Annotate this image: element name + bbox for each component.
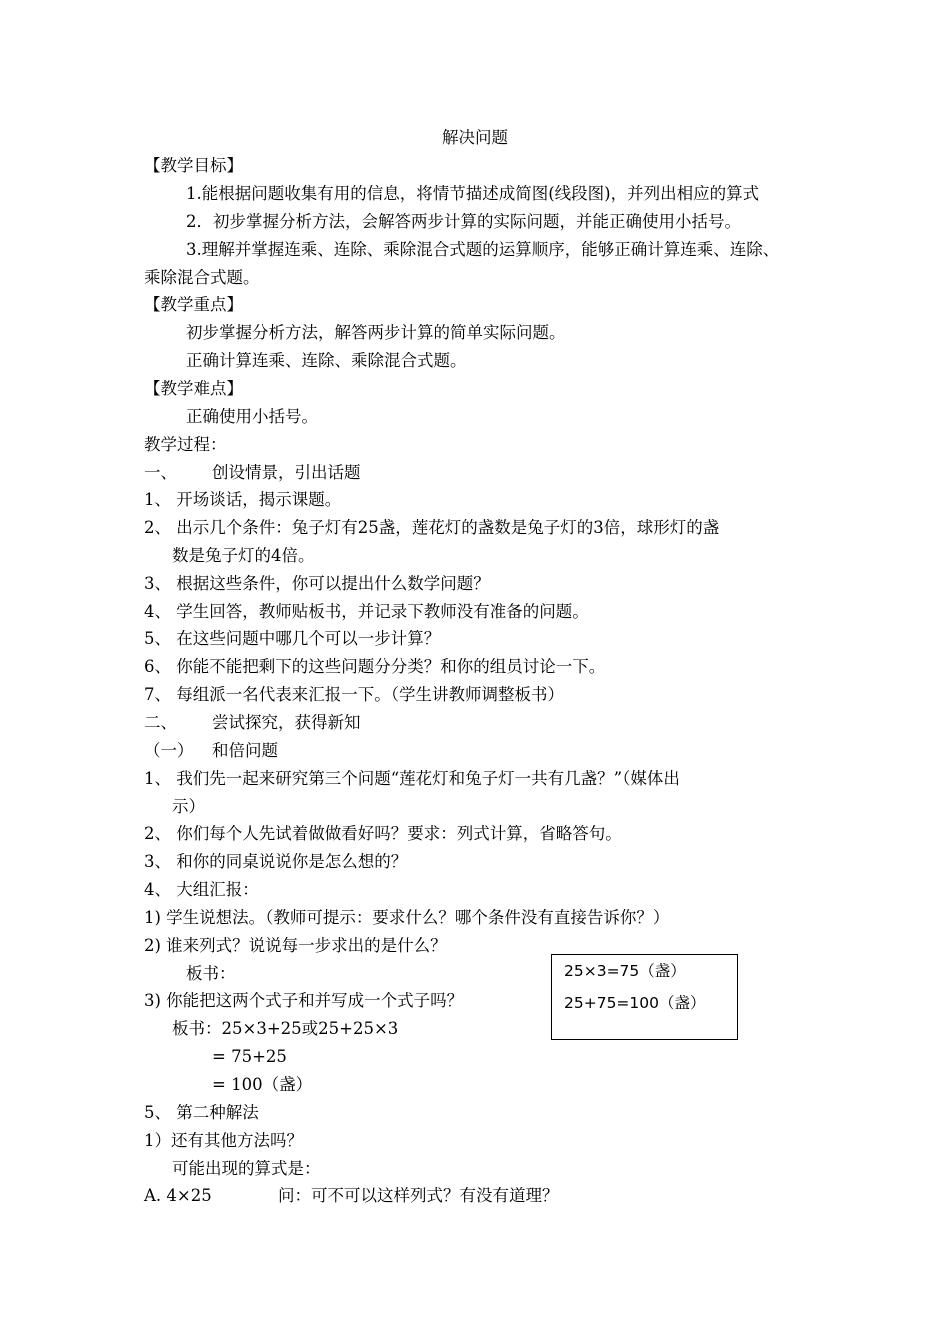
goals-heading: 【教学目标】 [144,156,243,175]
section-number: 一、 [144,463,177,482]
list-item: 5、 在这些问题中哪几个可以一步计算？ [144,629,441,648]
key-points-heading: 【教学重点】 [144,295,243,314]
list-item: 4、 大组汇报： [144,880,259,899]
board-equation: 板书：25×3+25或25+25×3 [172,1019,399,1038]
section-title: 尝试探究，获得新知 [212,713,361,732]
goal-item: 1.能根据问题收集有用的信息，将情节描述成简图(线段图)，并列出相应的算式 [186,184,760,203]
goal-item: 2．初步掌握分析方法，会解答两步计算的实际问题，并能正确使用小括号。 [186,212,741,231]
sub-list-item: 1) 学生说想法。（教师可提示：要求什么？哪个条件没有直接告诉你？） [144,908,670,927]
list-item: 1、 开场谈话，揭示课题。 [144,490,342,509]
equation-step: = 75+25 [212,1047,287,1066]
list-item: 7、 每组派一名代表来汇报一下。（学生讲教师调整板书） [144,685,564,704]
list-item: 5、 第二种解法 [144,1103,259,1122]
equation-step: = 100（盏） [212,1075,313,1094]
list-item: 4、 学生回答，教师贴板书，并记录下教师没有准备的问题。 [144,602,589,621]
list-item: 2、 你们每个人先试着做做看好吗？要求：列式计算，省略答句。 [144,824,622,843]
difficulty-item: 正确使用小括号。 [186,407,318,426]
key-point-item: 正确计算连乘、连除、乘除混合式题。 [186,351,467,370]
process-heading: 教学过程： [144,435,227,454]
list-item: 2、 出示几个条件：兔子灯有25盏，莲花灯的盏数是兔子灯的3倍，球形灯的盏 [144,518,720,537]
board-box-line: 25×3=75（盏） [564,962,686,980]
list-item: 6、 你能不能把剩下的这些问题分分类？和你的组员讨论一下。 [144,657,606,676]
key-point-item: 初步掌握分析方法，解答两步计算的简单实际问题。 [186,323,566,342]
goal-item-continued: 乘除混合式题。 [144,268,260,287]
possible-equations-label: 可能出现的算式是： [172,1159,321,1178]
board-box [551,954,738,1040]
section-title: 创设情景，引出话题 [212,463,361,482]
sub-list-item: 1）还有其他方法吗？ [144,1131,303,1150]
list-item: 3、 根据这些条件，你可以提出什么数学问题？ [144,574,490,593]
subsection-title: 和倍问题 [212,741,278,760]
section-number: 二、 [144,713,177,732]
list-item-continued: 数是兔子灯的4倍。 [172,546,315,565]
board-label: 板书： [186,964,236,983]
option-a-question: 问：可不可以这样列式？有没有道理？ [278,1186,559,1205]
sub-list-item: 3) 你能把这两个式子和并写成一个式子吗？ [144,991,464,1010]
subsection-number: （一） [144,741,194,760]
list-item-continued: 示） [172,797,205,816]
board-box-line: 25+75=100（盏） [564,994,706,1012]
list-item: 3、 和你的同桌说说你是怎么想的？ [144,852,408,871]
sub-list-item: 2) 谁来列式？说说每一步求出的是什么？ [144,936,447,955]
difficulties-heading: 【教学难点】 [144,379,243,398]
list-item: 1、 我们先一起来研究第三个问题“莲花灯和兔子灯一共有几盏？”（媒体出 [144,769,680,788]
option-a-equation: A. 4×25 [144,1186,212,1205]
page-title: 解决问题 [442,128,508,147]
goal-item: 3.理解并掌握连乘、连除、乘除混合式题的运算顺序，能够正确计算连乘、连除、 [186,240,780,259]
